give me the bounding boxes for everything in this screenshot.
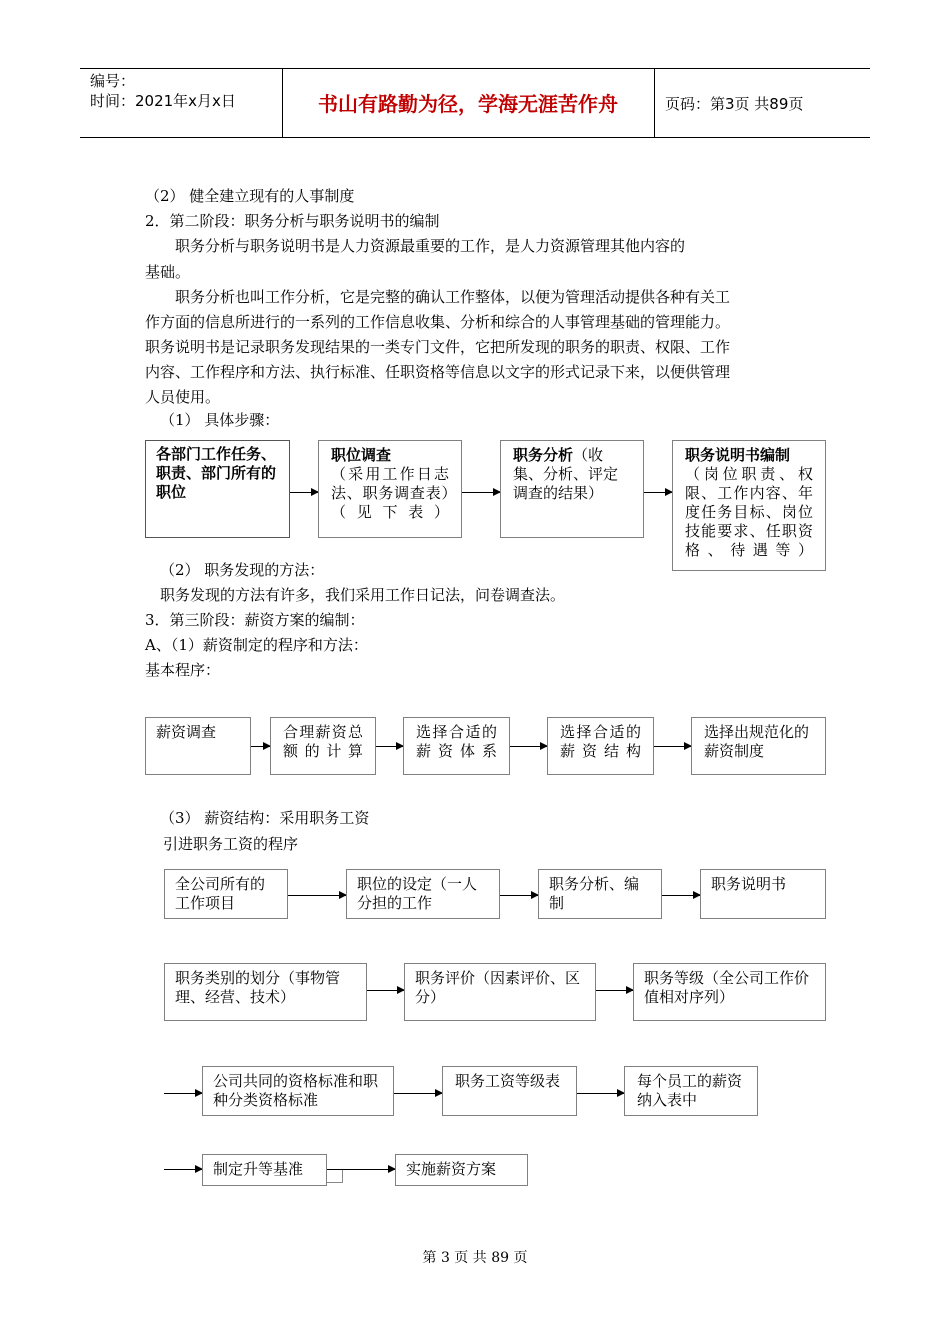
flow3-row2-box-1 [164, 963, 367, 1021]
flow2-box-1 [145, 717, 251, 775]
paragraph-line: （3） 薪资结构：采用职务工资 [160, 809, 370, 827]
page-header [80, 68, 870, 138]
flow2-box-2 [270, 717, 376, 775]
flow1-box-4-text: （岗位职责、权限、工作内容、年度任务目标、岗位技能要求、任职资格、待遇等） [685, 465, 813, 559]
flow1-box-2-text: （采用工作日志法、职务调查表）（见下表） [331, 465, 449, 521]
flow3-row3-box-2-text: 职务工资等级表 [455, 1072, 561, 1090]
arrow-icon [164, 1169, 202, 1170]
flow3-row4-box-1-text: 制定升等基准 [213, 1160, 304, 1178]
connector-bracket [327, 1169, 343, 1183]
flow3-row1-box-1-text: 全公司所有的工作项目 [175, 875, 266, 912]
paragraph-line: 引进职务工资的程序 [163, 835, 299, 853]
flow1-box-4 [672, 440, 826, 571]
paragraph-line: 人员使用。 [145, 388, 221, 406]
flow1-box-3 [500, 440, 644, 538]
flow1-box-2-title: 职位调查 [331, 446, 392, 464]
flow1-box-4-title: 职务说明书编制 [685, 446, 791, 464]
flow2-box-3-text: 选择合适的薪资体系 [416, 723, 497, 760]
arrow-icon [367, 990, 404, 991]
arrow-icon [596, 990, 633, 991]
flow3-row3-box-1 [202, 1066, 394, 1116]
paragraph-line: 职务分析与职务说明书是人力资源最重要的工作，是人力资源管理其他内容的 [175, 237, 686, 255]
arrow-icon [662, 895, 700, 896]
flow3-row4-box-2-text: 实施薪资方案 [406, 1160, 497, 1178]
flow3-row2-box-1-text: 职务类别的划分（事物管理、经营、技术） [175, 969, 341, 1006]
paragraph-line: 基础。 [145, 263, 191, 281]
flow1-box-1-text: 各部门工作任务、职责、部门所有的职位 [156, 445, 277, 501]
arrow-icon [500, 895, 538, 896]
flow1-box-3-text: （收集、分析、评定调查的结果） [513, 446, 619, 502]
arrow-icon [462, 492, 500, 493]
flow3-row1-box-2-text: 职位的设定（一人分担的工作 [357, 875, 478, 912]
paragraph-line: 内容、工作程序和方法、执行标准、任职资格等信息以文字的形式记录下来，以便供管理 [145, 363, 731, 381]
paragraph-line: 职务发现的方法有许多，我们采用工作日记法，问卷调查法。 [160, 586, 566, 604]
paragraph-line: 职务说明书是记录职务发现结果的一类专门文件，它把所发现的职务的职责、权限、工作 [145, 338, 731, 356]
flow3-row4-box-1 [202, 1154, 327, 1186]
arrow-icon [288, 895, 346, 896]
arrow-icon [654, 746, 691, 747]
paragraph-line: （2） 健全建立现有的人事制度 [145, 187, 355, 205]
section-heading: 2．第二阶段：职务分析与职务说明书的编制 [145, 212, 440, 230]
flow3-row2-box-2 [404, 963, 596, 1021]
flow2-box-4 [547, 717, 654, 775]
flow2-box-5-text: 选择出规范化的薪资制度 [704, 723, 810, 760]
arrow-icon [290, 492, 318, 493]
flow3-row1-box-3-text: 职务分析、编制 [549, 875, 640, 912]
arrow-icon [577, 1093, 624, 1094]
flow1-box-3-title: 职务分析 [513, 446, 574, 464]
flow3-row3-box-2 [442, 1066, 577, 1116]
arrow-icon [376, 746, 403, 747]
arrow-icon [164, 1093, 202, 1094]
serial-label: 编号： [90, 72, 136, 90]
flow3-row2-box-2-text: 职务评价（因素评价、区分） [415, 969, 581, 1006]
flow2-box-4-text: 选择合适的薪资结构 [560, 723, 641, 760]
motto: 书山有路勤为径，学海无涯苦作舟 [318, 92, 618, 116]
flow2-box-3 [403, 717, 510, 775]
paragraph-line: （2） 职务发现的方法： [160, 561, 325, 579]
flow3-row3-box-3-text: 每个员工的薪资纳入表中 [637, 1072, 743, 1109]
flow3-row1-box-4-text: 职务说明书 [711, 875, 787, 893]
arrow-icon [510, 746, 547, 747]
section-heading: 3．第三阶段：薪资方案的编制： [145, 611, 365, 629]
flow3-row1-box-2 [346, 869, 500, 919]
paragraph-line: 职务分析也叫工作分析，它是完整的确认工作整体，以便为管理活动提供各种有关工 [175, 288, 731, 306]
flow1-box-2 [318, 440, 462, 538]
flow3-row2-box-3-text: 职务等级（全公司工作价值相对序列） [644, 969, 810, 1006]
flow3-row3-box-1-text: 公司共同的资格标准和职种分类资格标准 [213, 1072, 379, 1109]
flow3-row1-box-4 [700, 869, 826, 919]
paragraph-line: （1） 具体步骤： [160, 411, 280, 429]
flow2-box-2-text: 合理薪资总额的计算 [283, 723, 363, 760]
paragraph-line: 作方面的信息所进行的一系列的工作信息收集、分析和综合的人事管理基础的管理能力。 [145, 313, 731, 331]
arrow-icon [644, 492, 672, 493]
header-motto-cell [283, 69, 653, 137]
header-meta-cell [80, 69, 283, 137]
flow3-row1-box-1 [164, 869, 288, 919]
flow3-row2-box-3 [633, 963, 826, 1021]
header-page-cell [654, 69, 871, 137]
flow1-box-1 [145, 440, 290, 538]
arrow-icon [394, 1093, 442, 1094]
paragraph-line: A、（1）薪资制定的程序和方法： [145, 636, 368, 654]
flow3-row4-box-2 [395, 1154, 528, 1186]
paragraph-line: 基本程序： [145, 661, 221, 679]
time-label: 时间：2021年x月x日 [90, 92, 236, 110]
arrow-icon [251, 746, 270, 747]
page-label: 页码：第3页 共89页 [665, 95, 804, 113]
flow2-box-5 [691, 717, 826, 775]
flow2-box-1-text: 薪资调查 [156, 723, 217, 741]
arrow-icon [327, 1169, 395, 1170]
flow3-row3-box-3 [624, 1066, 758, 1116]
page-footer: 第 3 页 共 89 页 [422, 1250, 528, 1266]
flow3-row1-box-3 [538, 869, 662, 919]
